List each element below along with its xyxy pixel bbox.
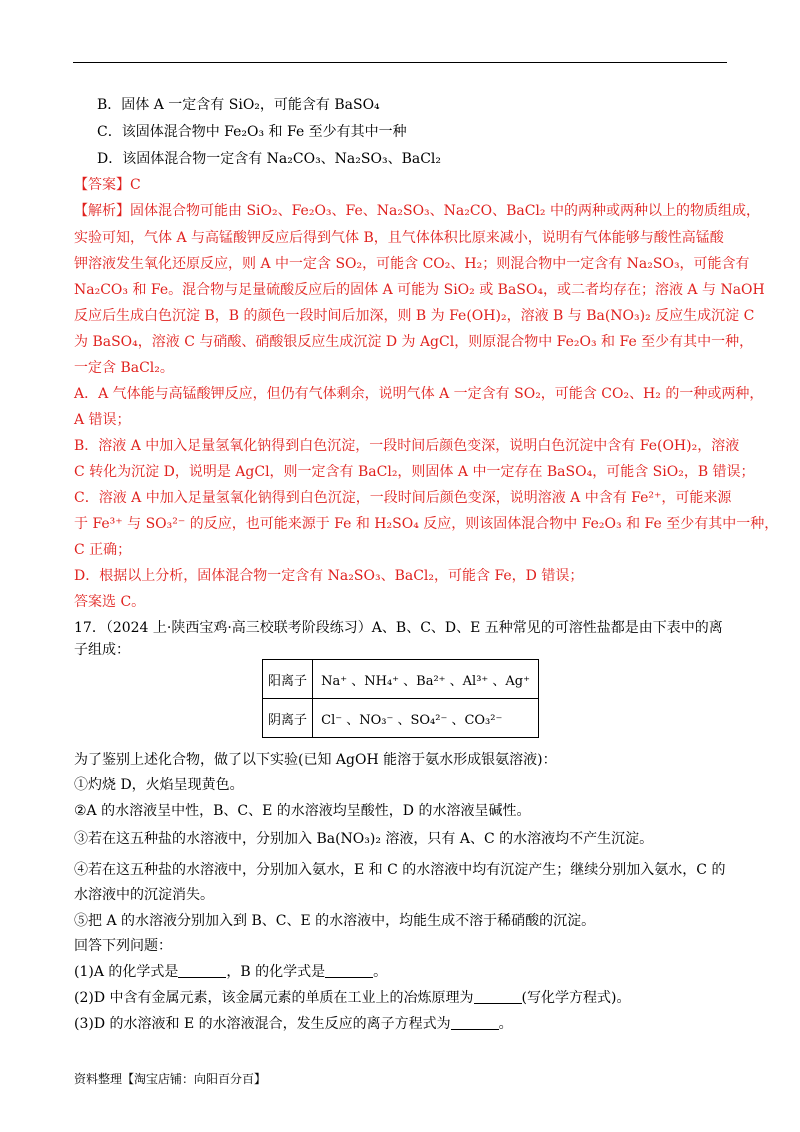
- experiment-line: ①灼烧 D，火焰呈现黄色。: [74, 777, 244, 793]
- answer-blank[interactable]: [474, 990, 522, 1004]
- ion-table: [262, 659, 539, 738]
- q1-text-a: (1)A 的化学式是: [74, 964, 179, 980]
- analysis-line: C 转化为沉淀 D，说明是 AgCl，则一定含有 BaCl₂，则固体 A 中一定存在 BaSO₄，可能含 SiO₂，B 错误；: [74, 464, 755, 480]
- anion-list: Cl⁻ 、NO₃⁻ 、SO₄²⁻ 、CO₃²⁻: [313, 699, 539, 738]
- analysis-line: 于 Fe³⁺ 与 SO₃²⁻ 的反应，也可能来源于 Fe 和 H₂SO₄ 反应，则该固体混合物中 Fe₂O₃ 和 Fe 至少有其中一种，: [74, 516, 779, 532]
- option-d: D．该固体混合物一定含有 Na₂CO₃、Na₂SO₃、BaCl₂: [97, 151, 442, 167]
- q3-text-a: (3)D 的水溶液和 E 的水溶液混合，发生反应的离子方程式为: [74, 1016, 451, 1032]
- q2-text-a: (2)D 中含有金属元素，该金属元素的单质在工业上的冶炼原理为: [74, 990, 474, 1006]
- q1-text-c: 。: [373, 964, 388, 980]
- question-17-intro: 17．（2024 上·陕西宝鸡·高三校联考阶段练习）A、B、C、D、E 五种常见的可溶性盐都是由下表中的离: [74, 620, 723, 636]
- analysis-line: D．根据以上分析，固体混合物一定含有 Na₂SO₃、BaCl₂，可能含 Fe，D 错误；: [74, 568, 584, 584]
- analysis-line: C 正确；: [74, 542, 132, 558]
- experiment-line: 回答下列问题：: [74, 938, 172, 954]
- analysis-line: 钾溶液发生氧化还原反应，则 A 中一定含 SO₂，可能含 CO₂、H₂；则混合物中一定含有 Na₂SO₃，可能含有: [74, 256, 750, 272]
- sub-question-1: [74, 962, 387, 982]
- experiment-line: ②A 的水溶液呈中性，B、C、E 的水溶液均呈酸性，D 的水溶液呈碱性。: [74, 803, 531, 819]
- header-rule: [73, 62, 727, 63]
- analysis-line: 反应后生成白色沉淀 B，B 的颜色一段时间后加深，则 B 为 Fe(OH)₂，溶液 B 与 Ba(NO₃)₂ 反应生成沉淀 C: [74, 308, 755, 324]
- experiment-line: 为了鉴别上述化合物，做了以下实验(已知 AgOH 能溶于氨水形成银氨溶液)：: [74, 752, 557, 768]
- analysis-line: 一定含 BaCl₂。: [74, 360, 174, 376]
- answer-blank[interactable]: [178, 964, 226, 978]
- option-c: C．该固体混合物中 Fe₂O₃ 和 Fe 至少有其中一种: [97, 124, 407, 140]
- table-row: [263, 660, 539, 699]
- sub-question-2: [74, 988, 630, 1008]
- experiment-line: 水溶液中的沉淀消失。: [74, 887, 214, 903]
- answer-line: 【答案】C: [74, 177, 141, 193]
- cation-header: 阳离子: [263, 660, 313, 699]
- experiment-line: ⑤把 A 的水溶液分别加入到 B、C、E 的水溶液中，均能生成不溶于稀硝酸的沉淀。: [74, 913, 596, 929]
- answer-blank[interactable]: [325, 964, 373, 978]
- analysis-line: 实验可知，气体 A 与高锰酸钾反应后得到气体 B，且气体体积比原来减小，说明有气体能够与酸性高锰酸: [74, 230, 724, 246]
- table-row: [263, 699, 539, 738]
- q1-text-b: ，B 的化学式是: [226, 964, 326, 980]
- cation-list: Na⁺ 、NH₄⁺ 、Ba²⁺ 、Al³⁺ 、Ag⁺: [313, 660, 539, 699]
- option-b: B．固体 A 一定含有 SiO₂，可能含有 BaSO₄: [97, 97, 380, 113]
- analysis-line: B．溶液 A 中加入足量氢氧化钠得到白色沉淀，一段时间后颜色变深，说明白色沉淀中含有 Fe(OH)₂，溶液: [74, 438, 740, 454]
- sub-question-3: [74, 1014, 513, 1034]
- question-17-intro-cont: 子组成：: [74, 642, 130, 658]
- footer-note: 资料整理【淘宝店铺：向阳百分百】: [74, 1072, 267, 1086]
- analysis-line: C．溶液 A 中加入足量氢氧化钠得到白色沉淀，一段时间后颜色变深，说明溶液 A 中含有 Fe²⁺，可能来源: [74, 490, 732, 506]
- anion-header: 阴离子: [263, 699, 313, 738]
- analysis-line: Na₂CO₃ 和 Fe。混合物与足量硫酸反应后的固体 A 可能为 SiO₂ 或 BaSO₄，或二者均存在；溶液 A 与 NaOH: [74, 282, 765, 298]
- analysis-line: A 错误；: [74, 412, 131, 428]
- experiment-line: ④若在这五种盐的水溶液中，分别加入氨水，E 和 C 的水溶液中均有沉淀产生；继续分别加入氨水，C 的: [74, 862, 726, 878]
- analysis-line: 【解析】固体混合物可能由 SiO₂、Fe₂O₃、Fe、Na₂SO₃、Na₂CO、BaCl₂ 中的两种或两种以上的物质组成，: [74, 203, 760, 219]
- analysis-line: A．A 气体能与高锰酸钾反应，但仍有气体剩余，说明气体 A 一定含有 SO₂，可能含 CO₂、H₂ 的一种或两种，: [74, 386, 764, 402]
- answer-blank[interactable]: [451, 1016, 499, 1030]
- analysis-line: 为 BaSO₄，溶液 C 与硝酸、硝酸银反应生成沉淀 D 为 AgCl，则原混合物中 Fe₂O₃ 和 Fe 至少有其中一种，: [74, 334, 754, 350]
- analysis-line: 答案选 C。: [74, 594, 146, 610]
- experiment-line: ③若在这五种盐的水溶液中，分别加入 Ba(NO₃)₂ 溶液，只有 A、C 的水溶液均不产生沉淀。: [74, 831, 654, 847]
- q3-text-b: 。: [498, 1016, 513, 1032]
- q2-text-b: (写化学方程式)。: [521, 990, 631, 1006]
